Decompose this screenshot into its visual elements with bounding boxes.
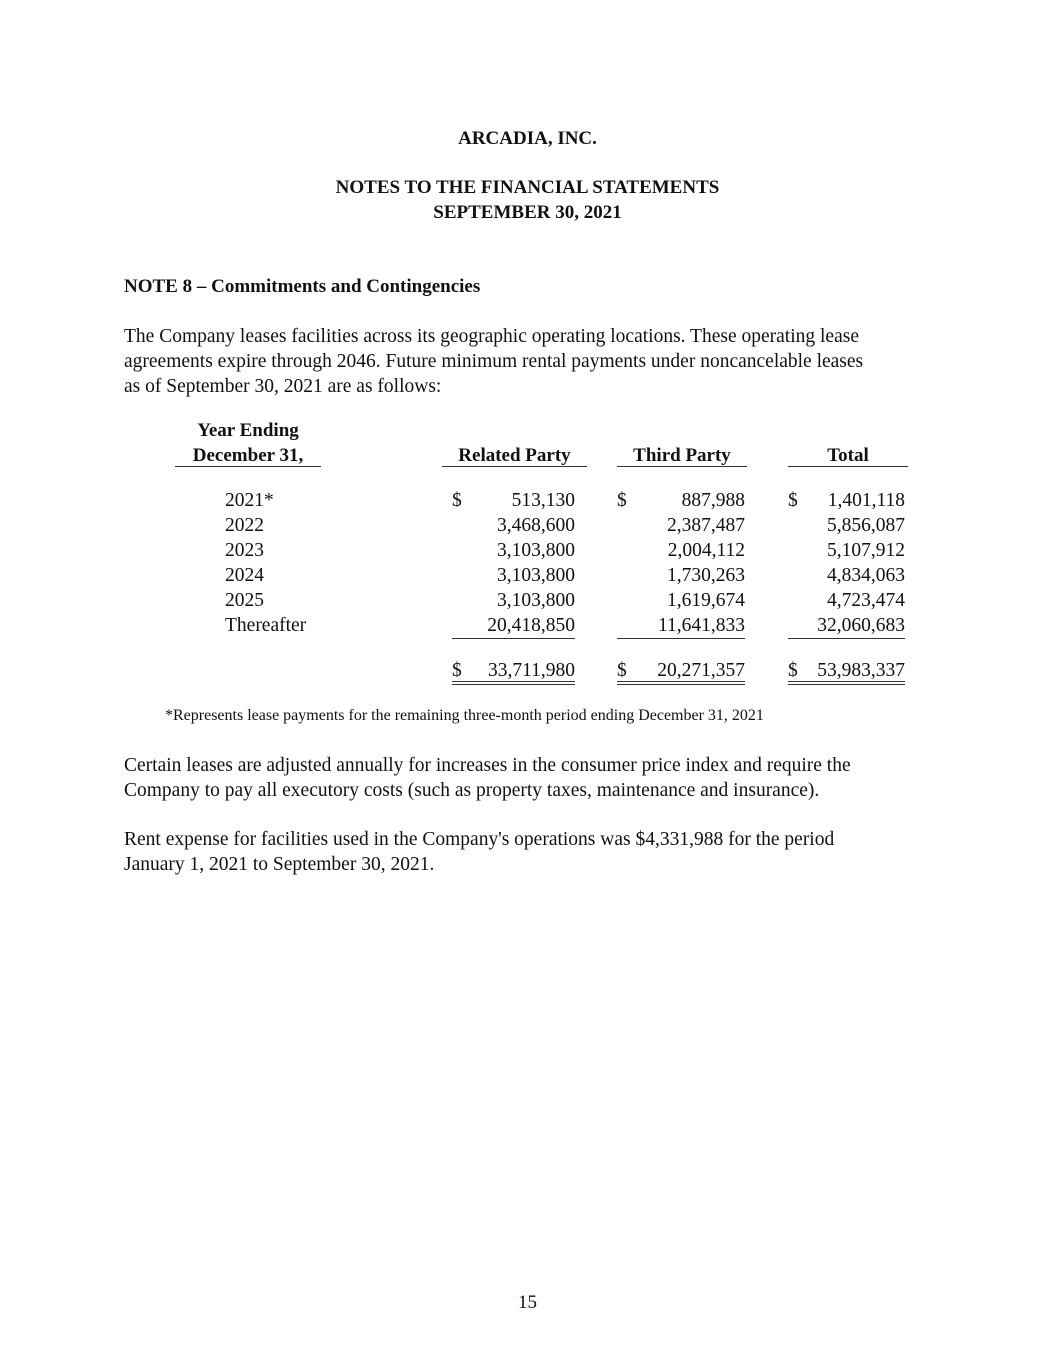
- related-total: 33,711,980: [487, 660, 575, 681]
- third-cell: 2,004,112: [667, 540, 745, 561]
- year-cell: 2024: [225, 565, 264, 586]
- header-underline: [617, 466, 747, 467]
- year-cell: Thereafter: [225, 615, 307, 636]
- total-cell: 1,401,118: [827, 490, 905, 511]
- third-cell: 887,988: [681, 490, 745, 511]
- header-underline: [442, 466, 587, 467]
- company-name: ARCADIA, INC.: [458, 128, 597, 149]
- header-underline: [788, 466, 908, 467]
- total-double-underline: [617, 684, 745, 685]
- total-cell: 4,723,474: [827, 590, 905, 611]
- subtotal-underline: [788, 638, 905, 639]
- year-cell: 2023: [225, 540, 264, 561]
- third-cell: 11,641,833: [657, 615, 745, 636]
- paragraph-line: Company to pay all executory costs (such as property taxes, maintenance and insurance).: [124, 780, 820, 801]
- table-footnote: *Represents lease payments for the remaining three-month period ending December 31, 2021: [165, 707, 764, 724]
- related-cell: 3,468,600: [497, 515, 575, 536]
- year-cell: 2022: [225, 515, 264, 536]
- intro-paragraph: [124, 324, 944, 399]
- total-double-underline: [788, 681, 905, 682]
- related-cell: 3,103,800: [497, 565, 575, 586]
- currency-symbol: $: [617, 660, 627, 681]
- rent-expense-paragraph: [124, 827, 944, 877]
- year-cell: 2025: [225, 590, 264, 611]
- currency-symbol: $: [452, 660, 462, 681]
- total-double-underline: [452, 684, 575, 685]
- header-related-party: Related Party: [458, 445, 571, 466]
- related-cell: 513,130: [511, 490, 575, 511]
- cpi-paragraph: [124, 753, 944, 803]
- intro-line: agreements expire through 2046. Future minimum rental payments under noncancelable leases: [124, 351, 864, 372]
- currency-symbol: $: [452, 490, 462, 511]
- third-cell: 2,387,487: [667, 515, 745, 536]
- currency-symbol: $: [788, 660, 798, 681]
- header-total: Total: [827, 445, 869, 466]
- related-cell: 20,418,850: [487, 615, 575, 636]
- total-double-underline: [788, 684, 905, 685]
- third-cell: 1,730,263: [667, 565, 745, 586]
- currency-symbol: $: [788, 490, 798, 511]
- paragraph-line: Rent expense for facilities used in the Company's operations was $4,331,988 for the period: [124, 829, 835, 850]
- year-cell: 2021*: [225, 490, 274, 511]
- related-cell: 3,103,800: [497, 540, 575, 561]
- page-number: 15: [518, 1292, 537, 1313]
- document-title: NOTES TO THE FINANCIAL STATEMENTS: [335, 177, 720, 198]
- subtotal-underline: [452, 638, 575, 639]
- total-cell: 5,856,087: [827, 515, 905, 536]
- paragraph-line: Certain leases are adjusted annually for increases in the consumer price index and require the: [124, 755, 851, 776]
- total-cell: 5,107,912: [827, 540, 905, 561]
- grand-total: 53,983,337: [817, 660, 905, 681]
- total-double-underline: [617, 681, 745, 682]
- total-cell: 4,834,063: [827, 565, 905, 586]
- intro-line: as of September 30, 2021 are as follows:: [124, 376, 442, 397]
- paragraph-line: January 1, 2021 to September 30, 2021.: [124, 854, 435, 875]
- note-heading: NOTE 8 – Commitments and Contingencies: [124, 276, 481, 297]
- header-third-party: Third Party: [633, 445, 731, 466]
- total-cell: 32,060,683: [817, 615, 905, 636]
- header-year-line1: Year Ending: [197, 420, 299, 441]
- document-date: SEPTEMBER 30, 2021: [433, 202, 622, 223]
- related-cell: 3,103,800: [497, 590, 575, 611]
- currency-symbol: $: [617, 490, 627, 511]
- total-double-underline: [452, 681, 575, 682]
- subtotal-underline: [617, 638, 745, 639]
- third-cell: 1,619,674: [667, 590, 745, 611]
- third-total: 20,271,357: [657, 660, 745, 681]
- header-underline: [175, 466, 321, 467]
- intro-line: The Company leases facilities across its geographic operating locations. These operating lease: [124, 326, 859, 347]
- header-year-line2: December 31,: [192, 445, 304, 466]
